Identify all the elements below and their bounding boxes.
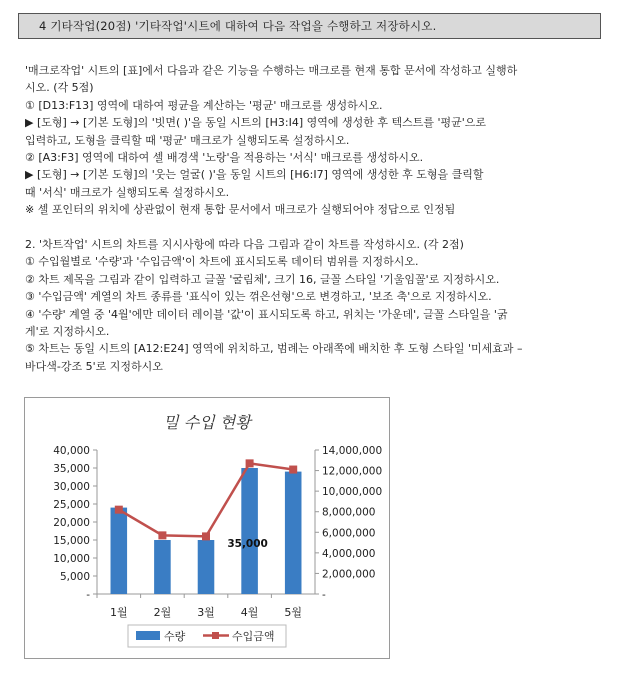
primary-tick-label: 25,000	[53, 499, 90, 511]
secondary-tick-label: 2,000,000	[322, 568, 376, 581]
data-label: 35,000	[227, 538, 268, 550]
primary-tick-label: 5,000	[59, 571, 90, 583]
instruction-line: ⑤ 차트는 동일 시트의 [A12:E24] 영역에 위치하고, 범례는 아래쪽에 배치한 후 도형 스타일 '미세효과 –	[25, 342, 523, 356]
instruction-line: ① 수입월별로 '수량'과 '수입금액'이 차트에 표시되도록 데이터 범위를 지정하시오.	[25, 255, 419, 269]
bar	[285, 472, 302, 594]
line-marker	[202, 532, 210, 540]
primary-tick-label: 15,000	[53, 535, 90, 547]
instruction-line: ① [D13:F13] 영역에 대하여 평균을 계산하는 '평균' 매크로를 생성하시오.	[25, 98, 383, 112]
section-header-title: 4 기타작업(20점) '기타작업'시트에 대하여 다음 작업을 수행하고 저장하시오.	[39, 19, 437, 33]
instruction-line: ③ '수입금액' 계열의 차트 종류를 '표식이 있는 꺾은선형'으로 변경하고, '보조 축'으로 지정하시오.	[25, 290, 492, 304]
category-label: 4월	[240, 606, 259, 619]
instruction-line: 2. '차트작업' 시트의 차트를 지시사항에 따라 다음 그림과 같이 차트를 작성하시오. (각 2점)	[25, 238, 464, 252]
line-series	[119, 463, 293, 536]
primary-tick-label: 20,000	[53, 517, 90, 529]
line-marker	[289, 466, 297, 474]
line-marker	[246, 459, 254, 467]
instruction-line: ② [A3:F3] 영역에 대하여 셀 배경색 '노랑'을 적용하는 '서식' 매크로를 생성하시오.	[25, 151, 424, 165]
line-marker	[158, 531, 166, 539]
primary-tick-label: 35,000	[53, 463, 90, 475]
bar	[154, 540, 171, 594]
instruction-line: 바다색-강조 5'로 지정하시오	[25, 359, 163, 373]
line-marker	[115, 506, 123, 514]
instruction-line: 때 '서식' 매크로가 실행되도록 설정하시오.	[25, 185, 230, 199]
chart-area[interactable]	[24, 397, 390, 659]
chart-title: 밀 수입 현황	[163, 413, 251, 432]
category-label: 1월	[109, 606, 128, 619]
primary-tick-label: 30,000	[53, 481, 90, 493]
secondary-tick-label: 8,000,000	[322, 506, 376, 519]
legend-label: 수량	[164, 630, 186, 643]
secondary-tick-label: 10,000,000	[322, 486, 383, 499]
bar	[241, 468, 258, 594]
primary-tick-label: 40,000	[53, 445, 90, 457]
section1-lines	[25, 62, 610, 219]
secondary-tick-label: 14,000,000	[322, 445, 383, 457]
legend-label: 수입금액	[232, 630, 275, 643]
instruction-line: ※ 셀 포인터의 위치에 상관없이 현재 통합 문서에서 매크로가 실행되어야 정답으로 인정됨	[25, 203, 456, 217]
secondary-tick-label: -	[322, 589, 326, 601]
instruction-line: ▶ [도형] → [기본 도형]의 '웃는 얼굴( )'을 동일 시트의 [H6:I7] 영역에 생성한 후 도형을 클릭할	[25, 168, 484, 182]
secondary-tick-label: 6,000,000	[322, 527, 376, 540]
secondary-tick-label: 4,000,000	[322, 547, 376, 560]
legend-line-marker	[212, 632, 219, 639]
instruction-line: 입력하고, 도형을 클릭할 때 '평균' 매크로가 실행되도록 설정하시오.	[25, 133, 350, 147]
category-label: 3월	[197, 606, 215, 619]
primary-tick-label: -	[86, 589, 90, 601]
legend-bar-key	[136, 631, 160, 640]
instruction-line: ② 차트 제목을 그림과 같이 입력하고 글꼴 '굴림체', 크기 16, 글꼴 스타일 '기울임꼴'로 지정하시오.	[25, 272, 500, 286]
instruction-line: '매크로작업' 시트의 [표]에서 다음과 같은 기능을 수행하는 매크로를 현재 통합 문서에 작성하고 실행하	[25, 64, 518, 77]
instructions	[25, 62, 610, 375]
instruction-line: ④ '수량' 계열 중 '4월'에만 데이터 레이블 '값'이 표시되도록 하고, 위치는 '가운데', 글꼴 스타일을 '굵	[25, 307, 508, 321]
bar	[111, 508, 128, 594]
category-label: 5월	[284, 606, 303, 619]
primary-tick-label: 10,000	[53, 553, 90, 565]
secondary-tick-label: 12,000,000	[322, 465, 383, 478]
bar	[198, 540, 215, 594]
section2-lines	[25, 236, 610, 375]
section-header	[18, 13, 601, 39]
instruction-line: 게'로 지정하시오.	[25, 325, 110, 339]
category-label: 2월	[153, 606, 172, 619]
instruction-line: ▶ [도형] → [기본 도형]의 '빗면( )'을 동일 시트의 [H3:I4] 영역에 생성한 후 텍스트를 '평균'으로	[25, 116, 487, 130]
instruction-line: 시오. (각 5점)	[25, 81, 94, 95]
chart-svg	[25, 398, 389, 658]
